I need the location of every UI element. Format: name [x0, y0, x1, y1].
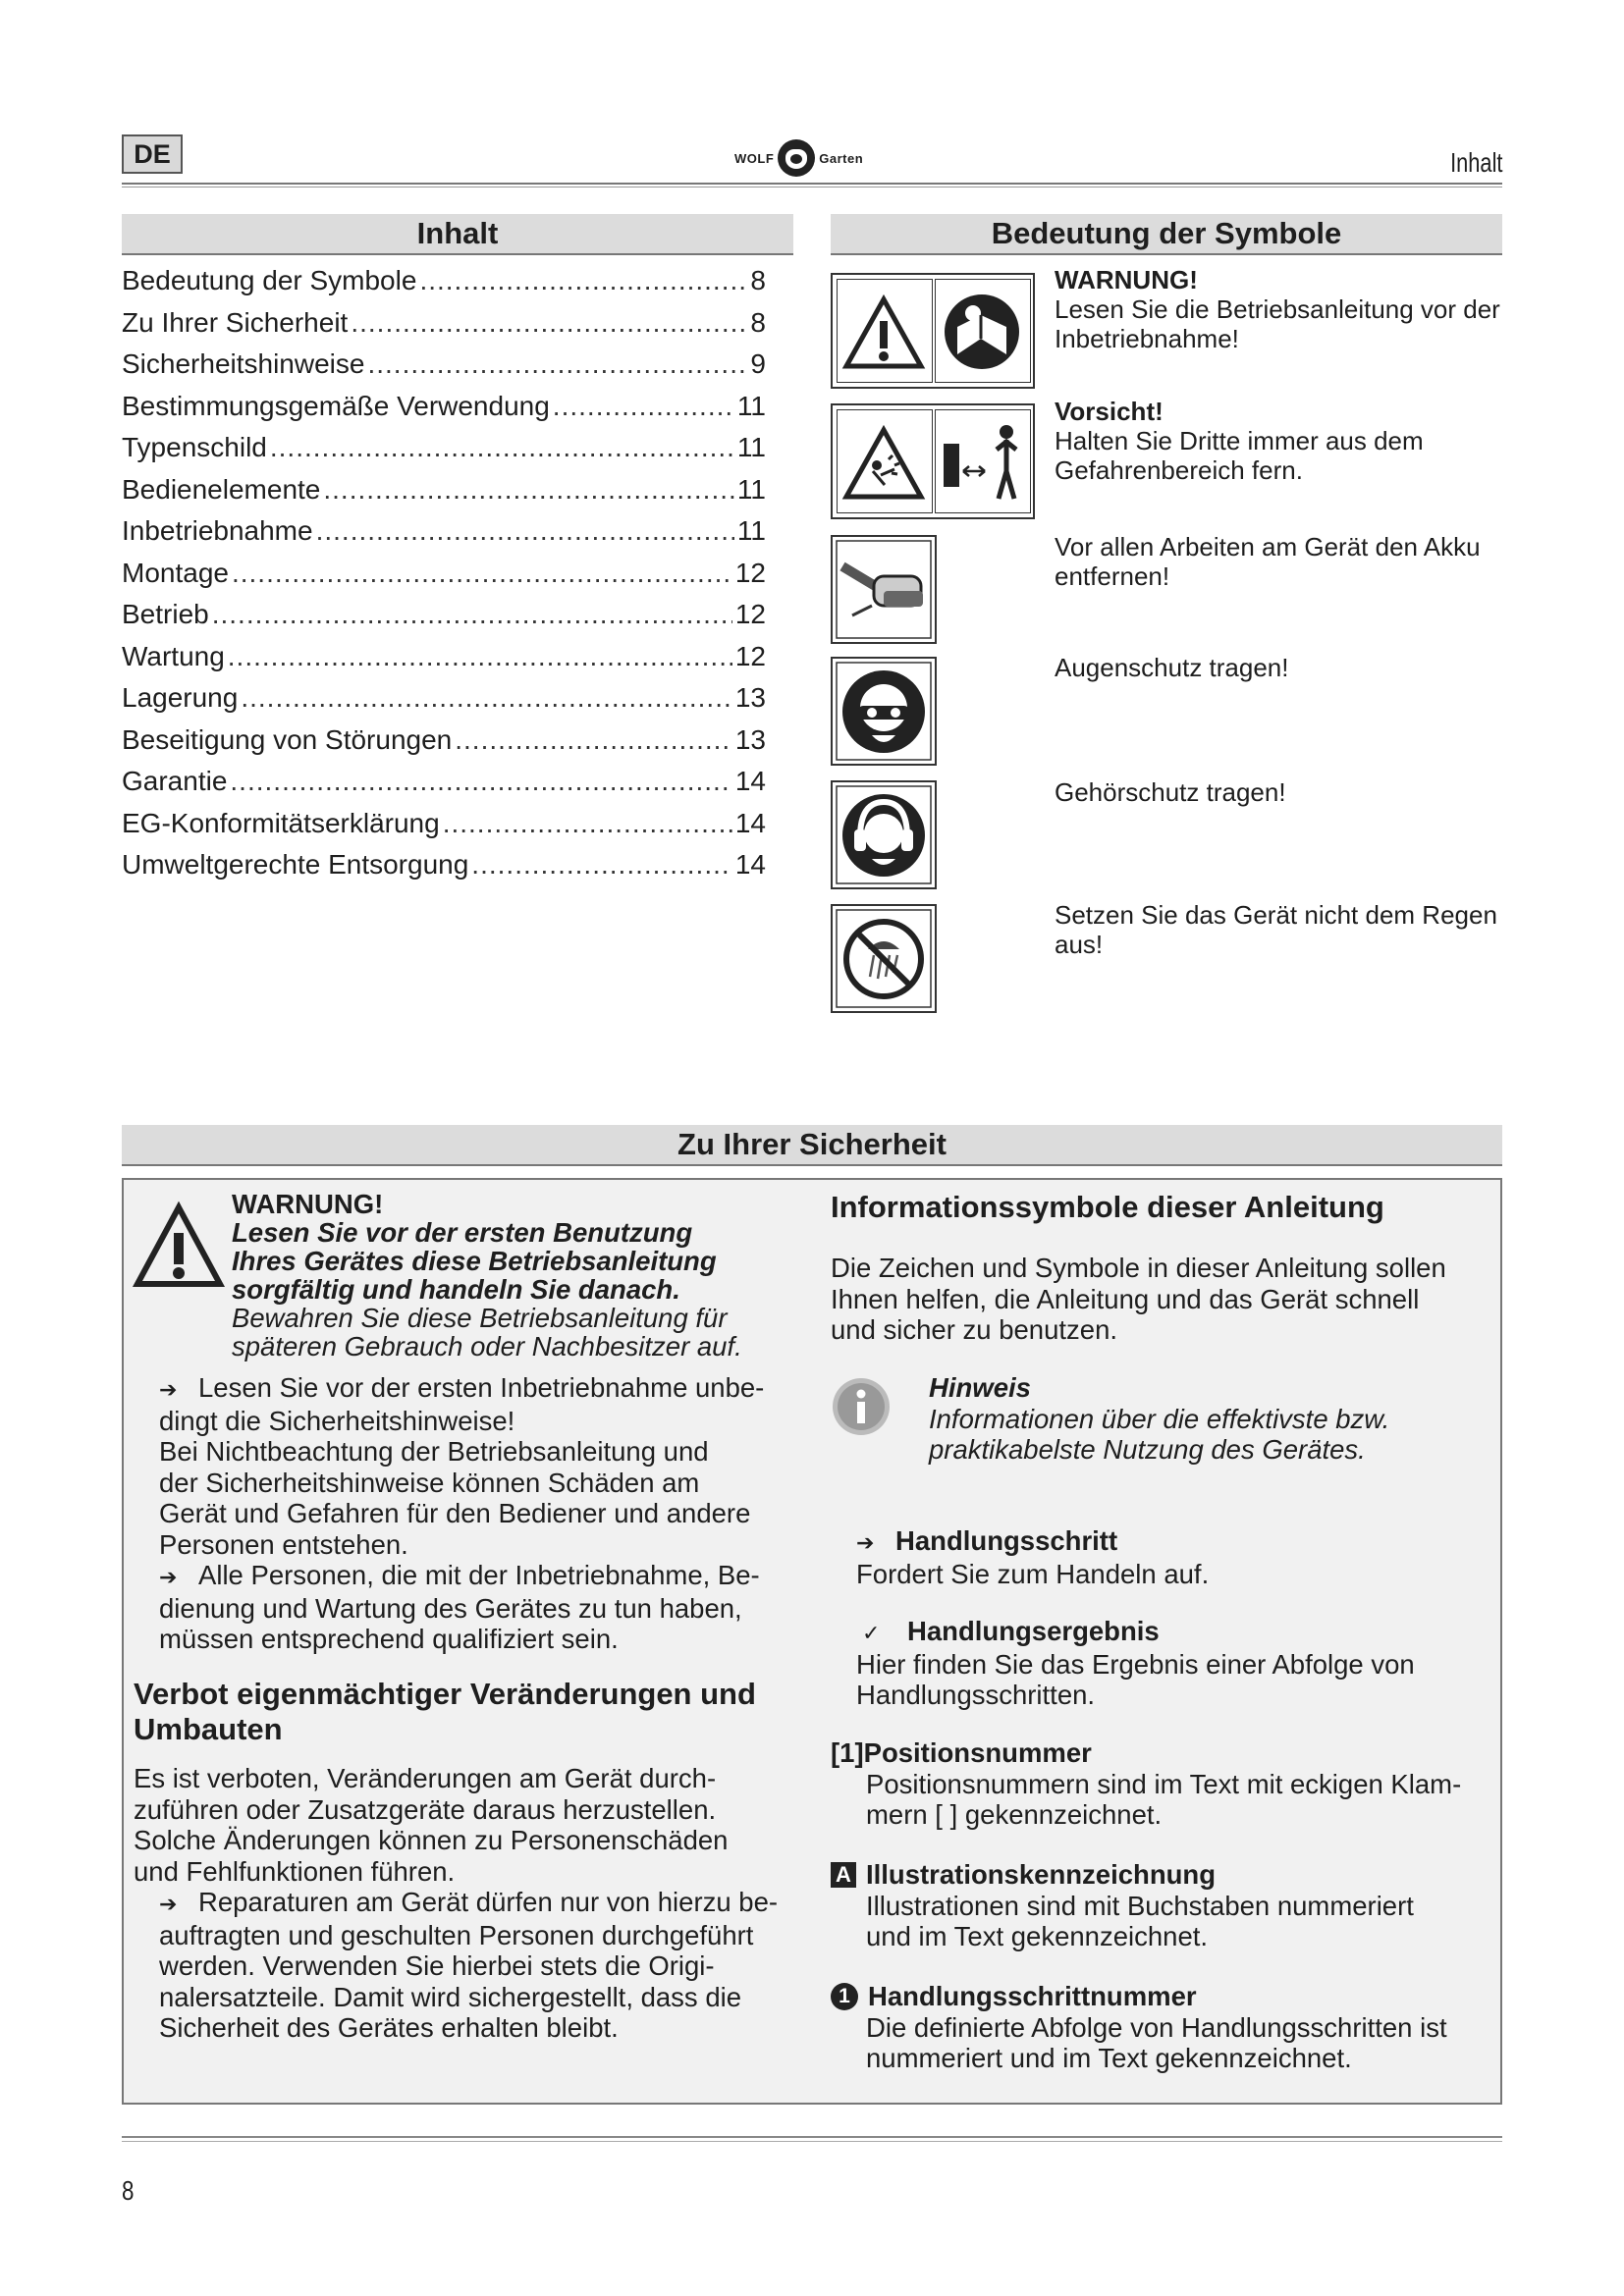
- symbol-3-text: Vor allen Arbeiten am Gerät den Akku entfernen!: [1055, 532, 1481, 591]
- symbols-title: Bedeutung der Symbole: [831, 214, 1502, 255]
- symbol-1-heading: WARNUNG!: [1055, 265, 1198, 294]
- warning-large-icon: [132, 1200, 226, 1299]
- symbol-4-text: Augenschutz tragen!: [1055, 653, 1289, 682]
- flying-debris-warning-icon: [837, 409, 933, 513]
- illustration-block: A Illustrationskennzeichnung Illustrationen sind mit Buchstaben nummeriert und im Text gekennzeichnet.: [831, 1859, 1498, 1952]
- toc-entry-page: 8: [750, 306, 766, 338]
- toc-entry[interactable]: [122, 808, 766, 850]
- symbol-1-text: Lesen Sie die Betriebsanleitung vor der Inbetriebnahme!: [1055, 294, 1500, 353]
- toc-entry-page: 13: [734, 682, 766, 713]
- toc-entry[interactable]: [122, 348, 766, 391]
- toc-entry-page: 11: [736, 432, 766, 462]
- arrow-right-icon: ➔: [159, 1377, 178, 1402]
- handlungsergebnis-block: ✓ Handlungsergebnis Hier finden Sie das Ergebnis einer Abfolge von Handlungsschritten.: [856, 1616, 1415, 1710]
- safety-title: Zu Ihrer Sicherheit: [122, 1125, 1502, 1166]
- toc-entry-label: Beseitigung von Störungen: [122, 723, 453, 755]
- arrow-right-icon: ➔: [159, 1892, 178, 1916]
- toc-entry[interactable]: [122, 307, 766, 349]
- logo-text-left: WOLF: [734, 150, 775, 166]
- toc-leader-dots: [443, 808, 732, 839]
- toc-entry[interactable]: [122, 682, 766, 724]
- toc-entry-label: Umweltgerechte Entsorgung: [122, 849, 469, 880]
- footer-rule: [122, 2136, 1502, 2138]
- number-one-badge-icon: 1: [831, 1983, 858, 2010]
- toc-entry-page: 13: [734, 723, 766, 755]
- toc-entry-label: Inbetriebnahme: [122, 515, 313, 546]
- toc-entry[interactable]: [122, 724, 766, 767]
- toc-entry-label: Zu Ihrer Sicherheit: [122, 306, 349, 338]
- symbol-6-text: Setzen Sie das Gerät nicht dem Regen aus!: [1055, 900, 1497, 959]
- ear-protection-icon: [831, 780, 937, 889]
- toc-entry[interactable]: [122, 558, 766, 600]
- symbol-2-text: Halten Sie Dritte immer aus dem Gefahrenbereich fern.: [1055, 426, 1424, 485]
- toc-entry-label: Garantie: [122, 766, 228, 796]
- toc-entry-label: EG-Konformitätserklärung: [122, 807, 440, 838]
- toc-leader-dots: [323, 474, 734, 506]
- hinweis-block: Hinweis Informationen über die effektivste bzw. praktikabelste Nutzung des Gerätes.: [929, 1372, 1390, 1465]
- no-rain-icon: [831, 904, 937, 1013]
- toc-leader-dots: [241, 682, 732, 714]
- toc-entry[interactable]: [122, 599, 766, 641]
- info-circle-icon: [831, 1376, 892, 1442]
- toc-leader-dots: [471, 849, 732, 881]
- toc-leader-dots: [228, 641, 732, 672]
- toc-leader-dots: [232, 558, 732, 589]
- eye-protection-icon: [831, 657, 937, 766]
- toc-entry-page: 14: [734, 849, 766, 880]
- handlungsschritt-block: ➔ Handlungsschritt Fordert Sie zum Handeln auf.: [856, 1525, 1210, 1589]
- toc-leader-dots: [351, 307, 747, 339]
- page-number: 8: [122, 2175, 135, 2206]
- toc-leader-dots: [270, 432, 734, 463]
- language-badge: DE: [122, 134, 183, 174]
- warning-heading: WARNUNG!: [232, 1189, 384, 1219]
- toc-leader-dots: [316, 515, 734, 547]
- toc-entry[interactable]: [122, 641, 766, 683]
- positionsnummer-block: [1]Positionsnummer Positionsnummern sind im Text mit eckigen Klam- mern [ ] gekennzeichnet.: [831, 1737, 1462, 1830]
- toc-entry[interactable]: [122, 432, 766, 474]
- toc-entry[interactable]: [122, 474, 766, 516]
- header-rule: [122, 183, 1502, 185]
- arrow-right-icon: ➔: [159, 1565, 178, 1589]
- verbot-text: Es ist verboten, Veränderungen am Gerät durch- zuführen oder Zusatzgeräte daraus herzustellen. Solche Änderungen können zu Personenschäden und Fehlfunktionen führen.: [134, 1763, 729, 1887]
- toc-entry[interactable]: [122, 849, 766, 891]
- toc-entry-label: Montage: [122, 557, 229, 588]
- warning-triangle-icon: [837, 279, 933, 383]
- toc-entry-label: Sicherheitshinweise: [122, 348, 365, 379]
- toc-entry-label: Typenschild: [122, 432, 267, 462]
- toc-leader-dots: [212, 599, 732, 630]
- toc-entry-page: 11: [736, 473, 766, 505]
- warning-bold-line: Ihres Gerätes diese Betriebsanleitung: [232, 1246, 717, 1276]
- toc-entry[interactable]: [122, 391, 766, 433]
- info-intro: Die Zeichen und Symbole in dieser Anleitung sollen Ihnen helfen, die Anleitung und das Gerät schnell und sicher zu benutzen.: [831, 1253, 1446, 1345]
- toc-entry-page: 12: [734, 557, 766, 588]
- warning-italic-line: späteren Gebrauch oder Nachbesitzer auf.: [232, 1331, 742, 1362]
- footer-rule-thin: [122, 2141, 1502, 2142]
- toc-entry-page: 8: [750, 265, 766, 295]
- warning-bold-line: Lesen Sie vor der ersten Benutzung: [232, 1217, 693, 1248]
- safety-paragraph-1: ➔ Lesen Sie vor der ersten Inbetriebnahme unbe- dingt die Sicherheitshinweise! Bei Nichtbeachtung der Betriebsanleitung und der Sicherheitshinweise können Schäden am Gerät und Gefahren für den Bediener und andere Personen entstehen. ➔ Alle Personen, die mit der Inbetriebnahme, Be- dienung und Wartung des Gerätes zu tun haben, müssen entsprechend qualifiziert sein.: [159, 1372, 765, 1654]
- remove-battery-icon: [831, 535, 937, 644]
- symbol-2-heading: Vorsicht!: [1055, 397, 1164, 426]
- toc-entry-page: 12: [734, 640, 766, 671]
- info-heading: Informationssymbole dieser Anleitung: [831, 1190, 1384, 1224]
- toc-entry-label: Bedienelemente: [122, 473, 321, 505]
- toc-leader-dots: [230, 766, 731, 797]
- logo-text-right: Garten: [819, 150, 864, 166]
- checkmark-icon: ✓: [862, 1621, 881, 1645]
- symbol-caution-bystanders: [831, 403, 1035, 519]
- keep-distance-icon: [935, 409, 1031, 513]
- toc-entry-label: Wartung: [122, 640, 225, 671]
- letter-a-badge-icon: A: [831, 1862, 856, 1888]
- step-number-block: 1 Handlungsschrittnummer Die definierte Abfolge von Handlungsschritten ist nummeriert und im Text gekennzeichnet.: [831, 1981, 1498, 2074]
- toc-entry-label: Bedeutung der Symbole: [122, 265, 417, 295]
- symbol-5-text: Gehörschutz tragen!: [1055, 777, 1286, 807]
- toc-entry-page: 14: [734, 766, 766, 796]
- toc-entry[interactable]: [122, 766, 766, 808]
- toc-entry-label: Lagerung: [122, 682, 239, 713]
- toc-entry-page: 11: [736, 390, 766, 421]
- toc-title: Inhalt: [122, 214, 793, 255]
- toc-leader-dots: [553, 391, 734, 422]
- arrow-right-icon: ➔: [856, 1530, 875, 1555]
- table-of-contents: [122, 265, 766, 891]
- toc-entry-page: 12: [734, 599, 766, 629]
- wolf-head-icon: [778, 139, 815, 177]
- toc-entry[interactable]: [122, 515, 766, 558]
- toc-entry-label: Bestimmungsgemäße Verwendung: [122, 390, 550, 421]
- warning-italic-line: Bewahren Sie diese Betriebsanleitung für: [232, 1303, 728, 1333]
- warning-block: [232, 1190, 801, 1361]
- toc-entry[interactable]: [122, 265, 766, 307]
- toc-entry-label: Betrieb: [122, 599, 209, 629]
- read-manual-icon: [935, 279, 1031, 383]
- toc-leader-dots: [419, 265, 747, 296]
- toc-entry-page: 9: [750, 348, 766, 379]
- toc-leader-dots: [455, 724, 732, 756]
- toc-leader-dots: [367, 348, 747, 380]
- toc-entry-page: 11: [736, 515, 766, 546]
- brand-logo: [734, 135, 863, 181]
- toc-entry-page: 14: [734, 807, 766, 838]
- symbol-warning-manual: [831, 273, 1035, 389]
- warning-bold-line: sorgfältig und handeln Sie danach.: [232, 1274, 680, 1305]
- header-section-title: Inhalt: [1449, 147, 1502, 178]
- verbot-bullet: ➔ Reparaturen am Gerät dürfen nur von hierzu be- auftragten und geschulten Personen durchgeführt werden. Verwenden Sie hierbei stets die Origi- nalersatzteile. Damit wird sichergestellt, dass die Sicherheit des Gerätes erhalten bleibt.: [159, 1887, 779, 2043]
- verbot-heading: Verbot eigenmächtiger Veränderungen und Umbauten: [134, 1677, 756, 1746]
